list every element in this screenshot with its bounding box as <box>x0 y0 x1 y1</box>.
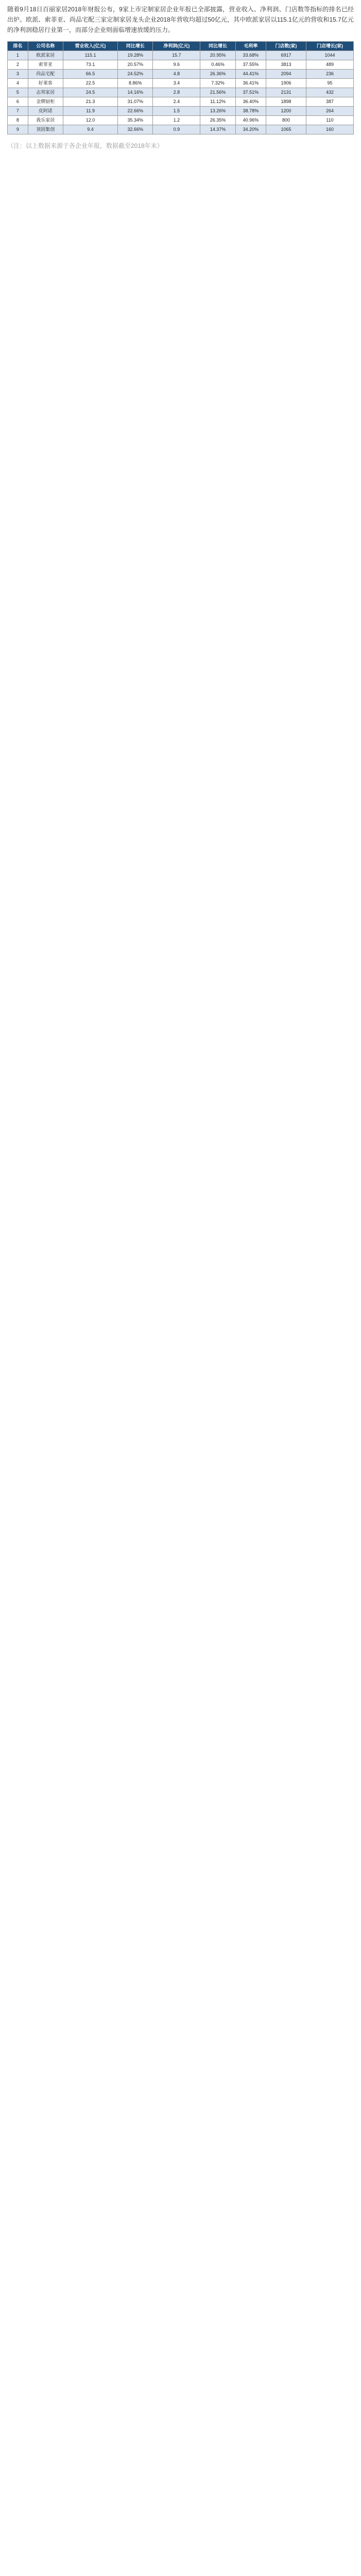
table-cell: 236 <box>306 70 353 79</box>
ranking-table-header <box>8 42 354 51</box>
table-cell: 24.52% <box>118 70 153 79</box>
table-cell: 22.5 <box>63 79 117 88</box>
table-cell: 4.8 <box>153 70 200 79</box>
table-cell: 44.41% <box>235 70 266 79</box>
table-cell: 26.36% <box>200 70 235 79</box>
table-cell: 35.34% <box>118 116 153 125</box>
table-row <box>8 116 354 125</box>
table-cell: 800 <box>266 116 306 125</box>
table-cell: 1.2 <box>153 116 200 125</box>
table-cell: 11.12% <box>200 97 235 107</box>
table-cell: 8 <box>8 116 28 125</box>
table-row <box>8 125 354 134</box>
col-header: 门店数(家) <box>266 42 306 51</box>
table-cell: 索菲亚 <box>28 60 63 70</box>
table-cell: 14.37% <box>200 125 235 134</box>
table-cell: 9.6 <box>153 60 200 70</box>
table-row <box>8 51 354 60</box>
table-cell: 顶固集创 <box>28 125 63 134</box>
table-cell: 37.55% <box>235 60 266 70</box>
table-cell: 9.4 <box>63 125 117 134</box>
table-cell: 40.96% <box>235 116 266 125</box>
table-cell: 20.57% <box>118 60 153 70</box>
ranking-table <box>7 41 354 134</box>
table-cell: 8.86% <box>118 79 153 88</box>
table-cell: 32.66% <box>118 125 153 134</box>
table-cell: 2.4 <box>153 97 200 107</box>
table-cell: 我乐家居 <box>28 116 63 125</box>
table-cell: 15.7 <box>153 51 200 60</box>
table-cell: 66.5 <box>63 70 117 79</box>
table-row <box>8 79 354 88</box>
table-cell: 489 <box>306 60 353 70</box>
table-cell: 6917 <box>266 51 306 60</box>
table-cell: 1 <box>8 51 28 60</box>
table-row <box>8 70 354 79</box>
col-header: 毛利率 <box>235 42 266 51</box>
table-cell: 34.20% <box>235 125 266 134</box>
table-cell: 37.51% <box>235 88 266 97</box>
table-cell: 36.40% <box>235 97 266 107</box>
table-cell: 24.5 <box>63 88 117 97</box>
table-cell: 尚品宅配 <box>28 70 63 79</box>
table-cell: 1906 <box>266 79 306 88</box>
table-cell: 20.95% <box>200 51 235 60</box>
table-cell: 95 <box>306 79 353 88</box>
article <box>0 0 361 151</box>
table-cell: 0.9 <box>153 125 200 134</box>
table-caption: （注：以上数据来源于各企业年报，数据截至2018年末） <box>7 142 163 149</box>
table-cell: 2094 <box>266 70 306 79</box>
table-cell: 264 <box>306 107 353 116</box>
table-cell: 12.0 <box>63 116 117 125</box>
table-cell: 110 <box>306 116 353 125</box>
table-cell: 33.68% <box>235 51 266 60</box>
table-cell: 26.35% <box>200 116 235 125</box>
table-cell: 13.26% <box>200 107 235 116</box>
table-cell: 金牌厨柜 <box>28 97 63 107</box>
col-header: 营业收入(亿元) <box>63 42 117 51</box>
table-cell: 31.07% <box>118 97 153 107</box>
col-header: 公司名称 <box>28 42 63 51</box>
table-cell: 7.32% <box>200 79 235 88</box>
table-cell: 皮阿诺 <box>28 107 63 116</box>
table-cell: 11.9 <box>63 107 117 116</box>
table-cell: 22.66% <box>118 107 153 116</box>
table-cell: 2 <box>8 60 28 70</box>
table-cell: 14.16% <box>118 88 153 97</box>
table-cell: 36.41% <box>235 79 266 88</box>
table-cell: 73.1 <box>63 60 117 70</box>
col-header: 同比增长 <box>200 42 235 51</box>
col-header: 门店增长(家) <box>306 42 353 51</box>
table-cell: 1200 <box>266 107 306 116</box>
table-row <box>8 107 354 116</box>
table-cell: 19.28% <box>118 51 153 60</box>
col-header: 排名 <box>8 42 28 51</box>
table-cell: 432 <box>306 88 353 97</box>
table-cell: 4 <box>8 79 28 88</box>
intro-paragraph: 随着9月18日百丽家居2018年财报公布，9家上市定制家居企业年报已全部披露，营业收入、净利润、门店数等指标的排名已经出炉。欧派、索菲亚、尚品宅配三家定制家居龙头企业2018年营收均超过50亿元，其中欧派家居以115.1亿元的营收和15.7亿元的净利润稳居行业第一，而部分企业则面临增速放缓的压力。 <box>7 6 354 33</box>
table-row <box>8 60 354 70</box>
table-cell: 2131 <box>266 88 306 97</box>
table-cell: 6 <box>8 97 28 107</box>
table-row <box>8 88 354 97</box>
table-cell: 1898 <box>266 97 306 107</box>
table-cell: 160 <box>306 125 353 134</box>
table-cell: 欧派家居 <box>28 51 63 60</box>
col-header: 净利润(亿元) <box>153 42 200 51</box>
table-cell: 38.78% <box>235 107 266 116</box>
table-cell: 3.4 <box>153 79 200 88</box>
table-row <box>8 97 354 107</box>
table-cell: 7 <box>8 107 28 116</box>
table-cell: 1065 <box>266 125 306 134</box>
col-header: 同比增长 <box>118 42 153 51</box>
table-cell: 好莱客 <box>28 79 63 88</box>
table-cell: 3813 <box>266 60 306 70</box>
table-cell: 2.8 <box>153 88 200 97</box>
table-cell: 志邦家居 <box>28 88 63 97</box>
table-cell: 21.56% <box>200 88 235 97</box>
table-cell: 1.5 <box>153 107 200 116</box>
table-cell: 0.46% <box>200 60 235 70</box>
table-cell: 21.3 <box>63 97 117 107</box>
table-cell: 5 <box>8 88 28 97</box>
table-cell: 1044 <box>306 51 353 60</box>
table-cell: 387 <box>306 97 353 107</box>
table-cell: 115.1 <box>63 51 117 60</box>
table-cell: 3 <box>8 70 28 79</box>
table-cell: 9 <box>8 125 28 134</box>
